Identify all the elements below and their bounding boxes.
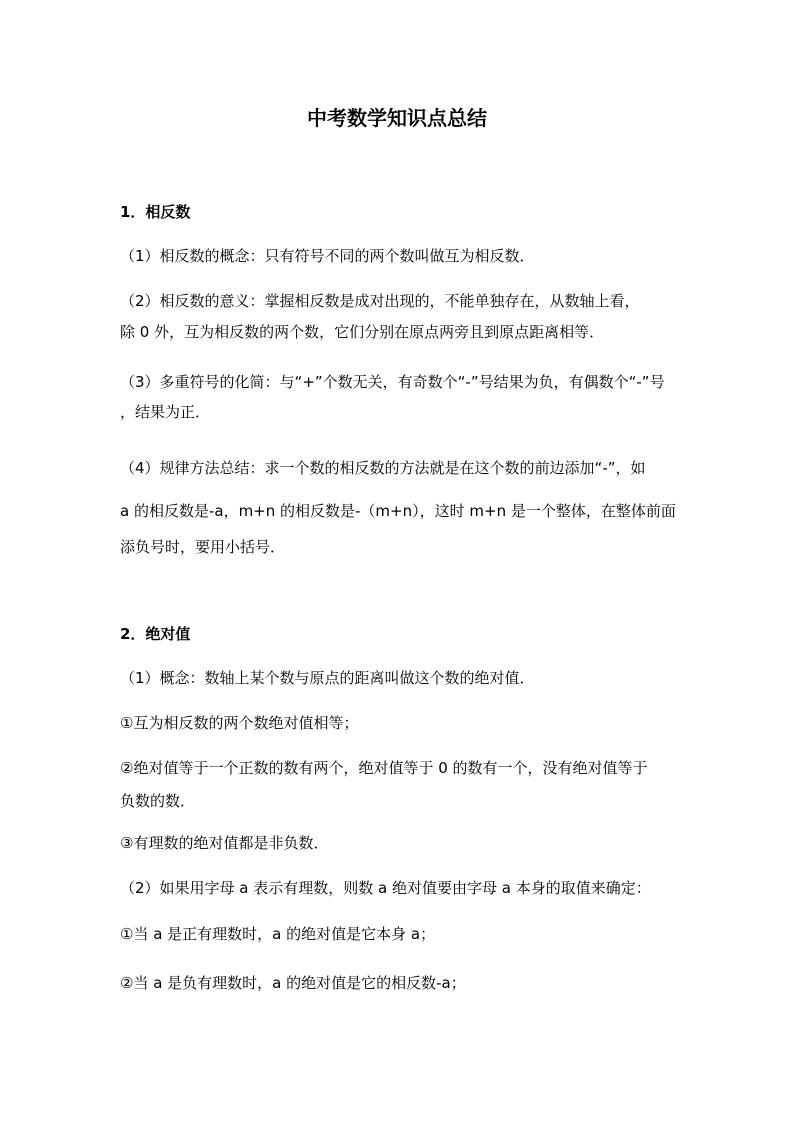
paragraph-meaning-line2: 除 0 外，互为相反数的两个数，它们分别在原点两旁且到原点距离相等．: [120, 323, 605, 341]
document-title: 中考数学知识点总结: [307, 106, 487, 130]
paragraph-concept: （1）相反数的概念：只有符号不同的两个数叫做互为相反数．: [120, 247, 535, 265]
paragraph-method-summary-line2: a 的相反数是-a，m+n 的相反数是-（m+n），这时 m+n 是一个整体，在整体前面: [120, 502, 676, 520]
list-item-2-line2: 负数的数．: [120, 792, 196, 810]
paragraph-sign-simplification-line1: （3）多重符号的化简：与“+”个数无关，有奇数个“-”号结果为负，有偶数个“-”号: [120, 373, 665, 391]
list-item-3: ③有理数的绝对值都是非负数．: [120, 834, 329, 852]
paragraph-meaning-line1: （2）相反数的意义：掌握相反数是成对出现的，不能单独存在，从数轴上看，: [120, 292, 640, 310]
sub-item-negative: ②当 a 是负有理数时，a 的绝对值是它的相反数-a；: [120, 974, 466, 992]
paragraph-sign-simplification-line2: ，结果为正．: [120, 403, 211, 421]
paragraph-letter-representation: （2）如果用字母 a 表示有理数，则数 a 绝对值要由字母 a 本身的取值来确定：: [120, 879, 651, 897]
section-heading-opposite-numbers: 1．相反数: [120, 203, 191, 221]
list-item-2-line1: ②绝对值等于一个正数的数有两个，绝对值等于 0 的数有一个，没有绝对值等于: [120, 759, 648, 777]
paragraph-absolute-value-concept: （1）概念：数轴上某个数与原点的距离叫做这个数的绝对值．: [120, 669, 535, 687]
section-heading-absolute-value: 2．绝对值: [120, 625, 191, 643]
list-item-1: ①互为相反数的两个数绝对值相等；: [120, 714, 359, 732]
sub-item-positive: ①当 a 是正有理数时，a 的绝对值是它本身 a；: [120, 925, 436, 943]
paragraph-method-summary-line1: （4）规律方法总结：求一个数的相反数的方法就是在这个数的前边添加“-”，如: [120, 459, 646, 477]
paragraph-method-summary-line3: 添负号时，要用小括号．: [120, 538, 286, 556]
